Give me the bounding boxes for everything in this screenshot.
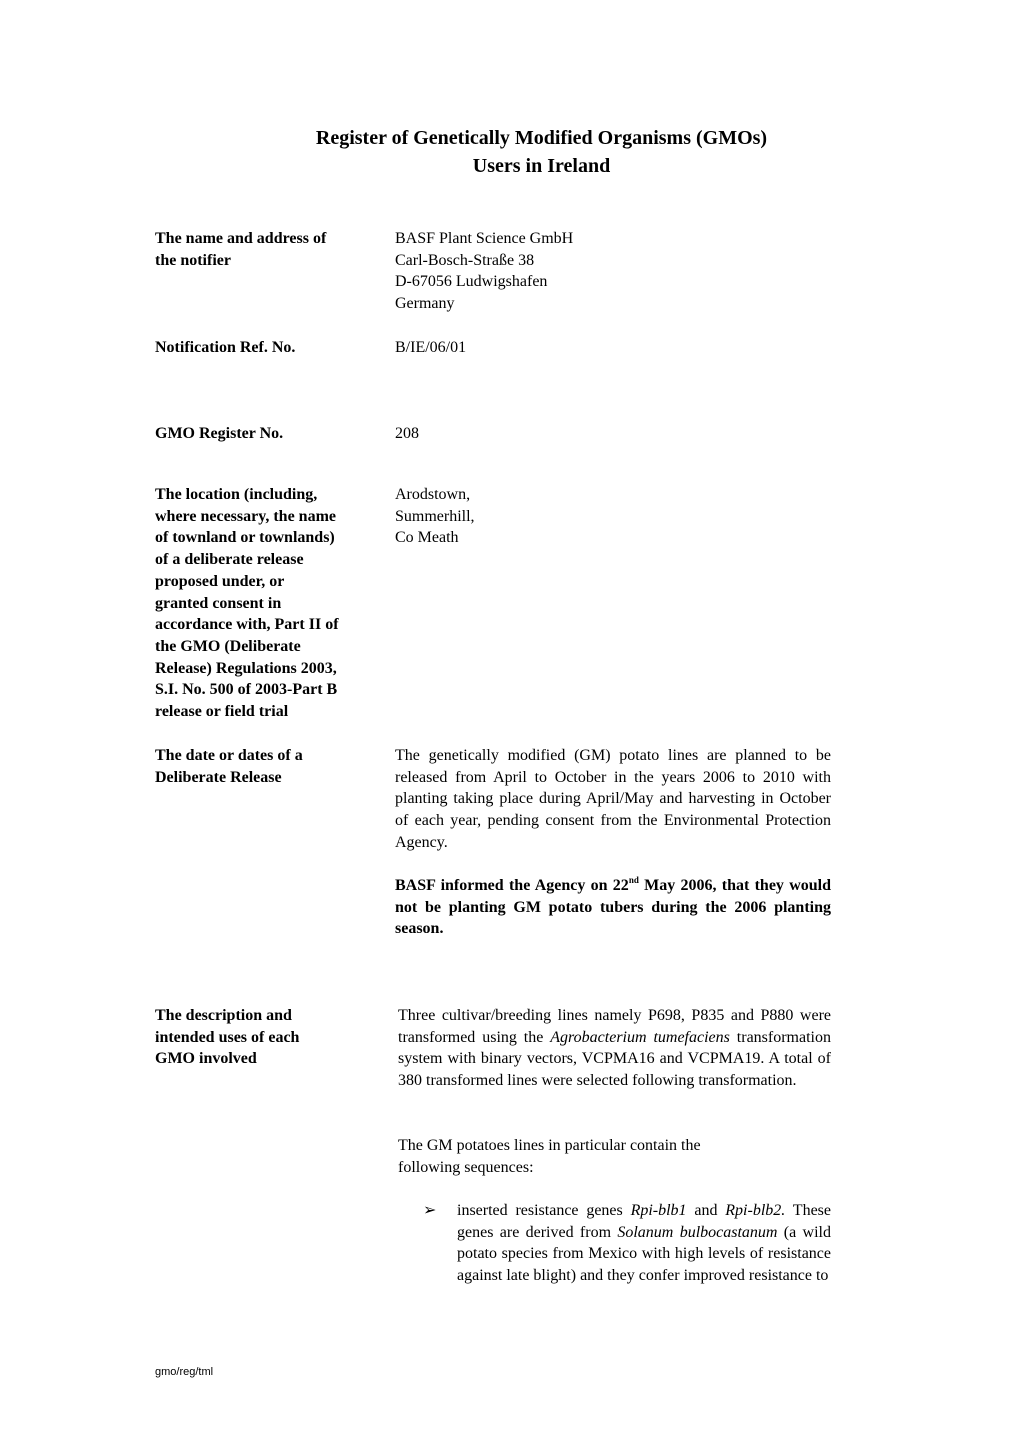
address-line: Carl-Bosch-Straße 38 [395, 251, 535, 269]
address-line: Germany [395, 295, 455, 313]
footer-ref: gmo/reg/tml [155, 1366, 214, 1378]
page-title-line1: Register of Genetically Modified Organisms (GMOs) [315, 127, 768, 149]
bullet-arrow-icon: ➢ [423, 1202, 437, 1219]
release-dates-note: BASF informed the Agency on 22nd May 2006, that they would not be planting GM potato tubers during the 2006 planting season. [395, 875, 832, 938]
description-paragraph: Three cultivar/breeding lines namely P698, P835 and P880 were transformed using the Agrobacterium tumefaciens transformation system with binary vectors, VCPMA16 and VCPMA19. A total of 380 transformed lines were selected following transformation. [398, 1007, 831, 1090]
notification-ref-value: B/IE/06/01 [395, 339, 467, 356]
notifier-label: The name and address of the notifier [155, 230, 327, 269]
notification-ref-label: Notification Ref. No. [155, 339, 296, 356]
location-label: The location (including, where necessary, the name of townland or townlands) of a deliberate release proposed under, or granted consent in accordance with, Part II of the GMO (Deliberate Release) Regulations 2003, S.I. No. 500 of 2003-Part B release or field trial [155, 486, 339, 721]
location-value: Arodstown, Summerhill, Co Meath [395, 486, 475, 547]
notifier-address [395, 228, 573, 315]
register-no-label: GMO Register No. [155, 425, 284, 442]
sequences-intro: The GM potatoes lines in particular contain the following sequences: [398, 1137, 701, 1176]
bullet-item: inserted resistance genes Rpi-blb1 and Rpi-blb2. These genes are derived from Solanum bulbocastanum (a wild potato species from Mexico with high levels of resistance against late blight) and they confer improved resistance to [457, 1202, 831, 1285]
register-no-value: 208 [395, 425, 419, 442]
address-line: BASF Plant Science GmbH [395, 230, 574, 247]
page-title-line2: Users in Ireland [472, 155, 611, 177]
description-label: The description and intended uses of each GMO involved [155, 1007, 300, 1068]
address-line: D-67056 Ludwigshafen [395, 273, 548, 291]
page-title [0, 124, 1020, 180]
release-dates-label: The date or dates of a Deliberate Release [155, 747, 303, 786]
release-dates-paragraph: The genetically modified (GM) potato lines are planned to be released from April to October in the years 2006 to 2010 with planting taking place during April/May and harvesting in October of each year, pending consent from the Environmental Protection Agency. [395, 747, 831, 851]
